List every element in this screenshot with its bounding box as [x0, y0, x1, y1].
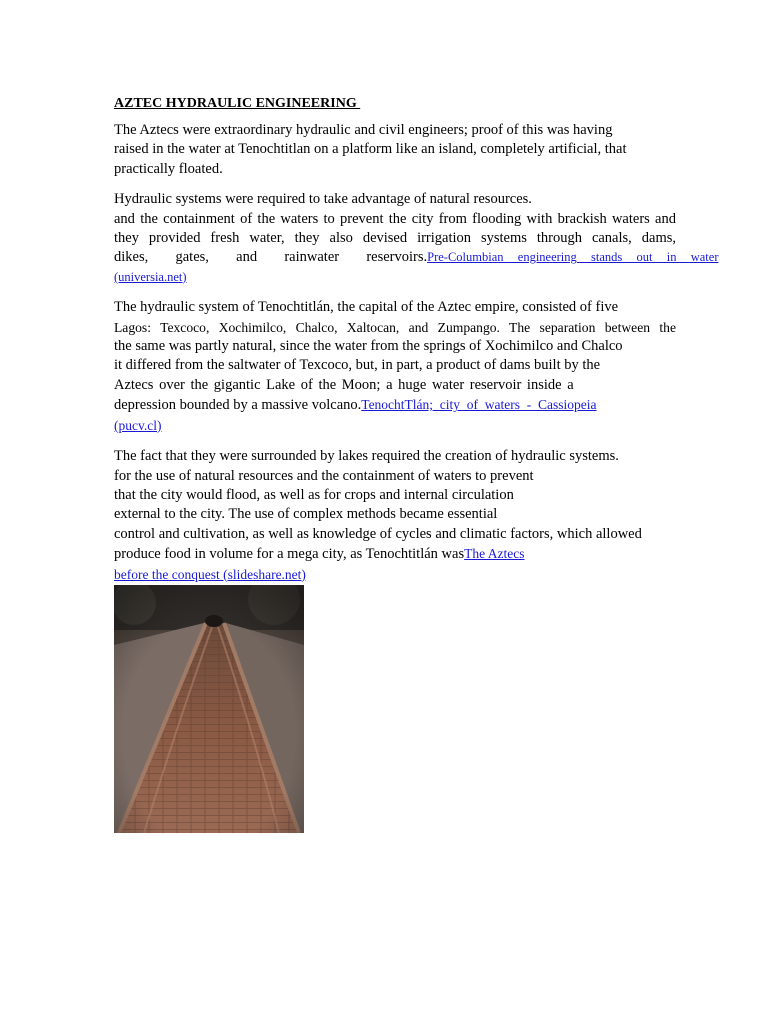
- text-line: practically floated.: [114, 160, 223, 177]
- paragraph-intro: [114, 121, 676, 179]
- aqueduct-photo: [114, 585, 304, 833]
- paragraph-hydraulic-systems: [114, 190, 719, 287]
- text-fragment: depression bounded by a massive volcano.: [114, 397, 362, 414]
- text-line: The fact that they were surrounded by lakes required the creation of hydraulic systems.: [114, 448, 619, 465]
- paragraph-tenochtitlan-lakes: [114, 298, 676, 436]
- text-line: [114, 268, 676, 287]
- text-line: [114, 248, 719, 267]
- text-line: [114, 416, 676, 436]
- link-the-aztecs-underline[interactable]: [574, 544, 638, 558]
- text-line: [114, 565, 676, 585]
- paragraph-surrounded-by-lakes: [114, 447, 676, 585]
- link-pre-columbian-engineering[interactable]: Pre-Columbian engineering stands out in water: [427, 250, 719, 265]
- text-line: raised in the water at Tenochtitlan on a platform like an island, completely artificial, that: [114, 141, 627, 158]
- text-line: they provided fresh water, they also devised irrigation systems through canals, dams,: [114, 230, 676, 247]
- text-line: for the use of natural resources and the containment of waters to prevent: [114, 467, 534, 484]
- text-line: it differed from the saltwater of Texcoco, but, in part, a product of dams built by the: [114, 357, 601, 374]
- link-pucv[interactable]: (pucv.cl): [114, 417, 162, 433]
- link-the-aztecs[interactable]: The Aztecs: [464, 546, 525, 562]
- text-line: The hydraulic system of Tenochtitlán, the capital of the Aztec empire, consisted of five: [114, 299, 619, 316]
- text-fragment: dikes, gates, and rainwater reservoirs.: [114, 249, 428, 266]
- text-line: [114, 395, 676, 415]
- text-line: The Aztecs were extraordinary hydraulic and civil engineers; proof of this was having: [114, 122, 613, 138]
- text-line: Aztecs over the gigantic Lake of the Moon; a huge water reservoir inside a: [114, 376, 574, 393]
- page-title: AZTEC HYDRAULIC ENGINEERING: [114, 96, 361, 111]
- text-line: [114, 544, 676, 564]
- text-line: the same was partly natural, since the water from the springs of Xochimilco and Chalco: [114, 338, 623, 355]
- text-line: control and cultivation, as well as knowledge of cycles and climatic factors, which allowed: [114, 525, 642, 542]
- text-line: that the city would flood, as well as for crops and internal circulation: [114, 486, 514, 503]
- link-tenochtitlan-city-of-waters[interactable]: TenochtTlán; city of waters - Cassiopeia: [361, 397, 597, 413]
- text-fragment: produce food in volume for a mega city, as Tenochtitlán was: [114, 546, 465, 563]
- text-line: Lagos: Texcoco, Xochimilco, Chalco, Xaltocan, and Zumpango. The separation between the: [114, 319, 676, 335]
- text-line: Hydraulic systems were required to take advantage of natural resources.: [114, 191, 532, 208]
- text-line: external to the city. The use of complex methods became essential: [114, 506, 498, 523]
- document-body: [114, 94, 719, 596]
- link-universia[interactable]: (universia.net): [114, 269, 187, 284]
- link-slideshare[interactable]: before the conquest (slideshare.net): [114, 566, 306, 582]
- text-line: and the containment of the waters to prevent the city from flooding with brackish waters and: [114, 210, 676, 227]
